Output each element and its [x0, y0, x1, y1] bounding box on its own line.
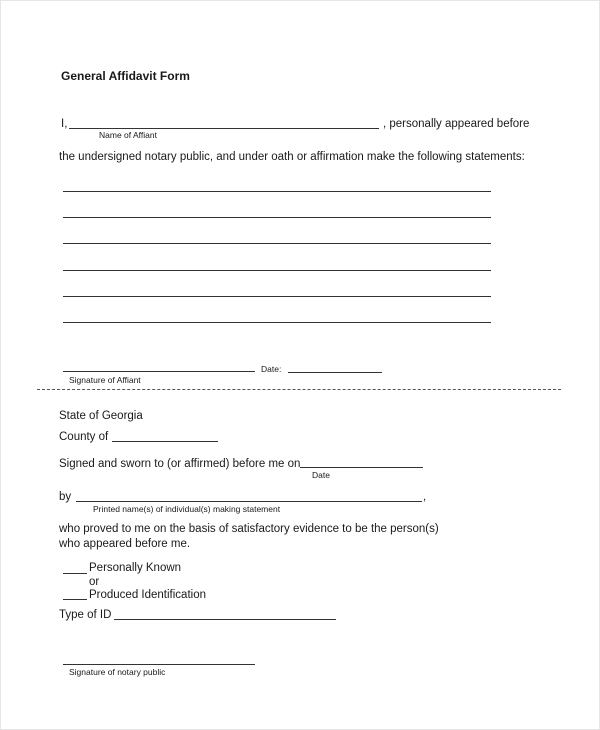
- intro-prefix: I,: [61, 118, 68, 130]
- statement-line[interactable]: [63, 191, 491, 192]
- affiant-signature-caption: Signature of Affiant: [69, 375, 141, 385]
- produced-id-checkline[interactable]: [63, 599, 87, 600]
- type-of-id-label: Type of ID: [59, 609, 112, 621]
- notary-signature-field[interactable]: [63, 664, 255, 665]
- affiant-name-field[interactable]: [69, 128, 379, 129]
- option-or: or: [89, 576, 100, 588]
- printed-names-field[interactable]: [76, 501, 422, 502]
- proof-line-2: who appeared before me.: [59, 538, 191, 550]
- by-label: by: [59, 491, 72, 503]
- intro-continued: the undersigned notary public, and under oath or affirmation make the following statements:: [59, 151, 525, 163]
- proof-line-1: who proved to me on the basis of satisfactory evidence to be the person(s): [59, 523, 439, 535]
- affiant-date-field[interactable]: [288, 372, 382, 373]
- personally-known-checkline[interactable]: [63, 573, 87, 574]
- type-of-id-field[interactable]: [114, 619, 336, 620]
- date-label: Date:: [261, 364, 282, 374]
- county-label: County of: [59, 431, 109, 443]
- state-label: State of Georgia: [59, 410, 143, 422]
- form-title: General Affidavit Form: [61, 69, 190, 83]
- affiant-signature-field[interactable]: [63, 371, 255, 372]
- printed-names-caption: Printed name(s) of individual(s) making statement: [93, 504, 281, 514]
- intro-suffix: , personally appeared before: [383, 118, 530, 130]
- option-personally-known: Personally Known: [89, 562, 182, 574]
- statement-line[interactable]: [63, 243, 491, 244]
- statement-line[interactable]: [63, 217, 491, 218]
- sworn-date-field[interactable]: [300, 467, 423, 468]
- county-field[interactable]: [112, 441, 218, 442]
- affiant-name-caption: Name of Affiant: [99, 130, 157, 140]
- statement-line[interactable]: [63, 322, 491, 323]
- section-separator: [37, 389, 561, 390]
- statement-line[interactable]: [63, 270, 491, 271]
- option-produced-identification: Produced Identification: [89, 589, 206, 601]
- statement-line[interactable]: [63, 296, 491, 297]
- notary-signature-caption: Signature of notary public: [69, 667, 166, 677]
- date-caption: Date: [312, 470, 330, 480]
- by-suffix: ,: [423, 491, 427, 503]
- sworn-text: Signed and sworn to (or affirmed) before me on: [59, 458, 301, 470]
